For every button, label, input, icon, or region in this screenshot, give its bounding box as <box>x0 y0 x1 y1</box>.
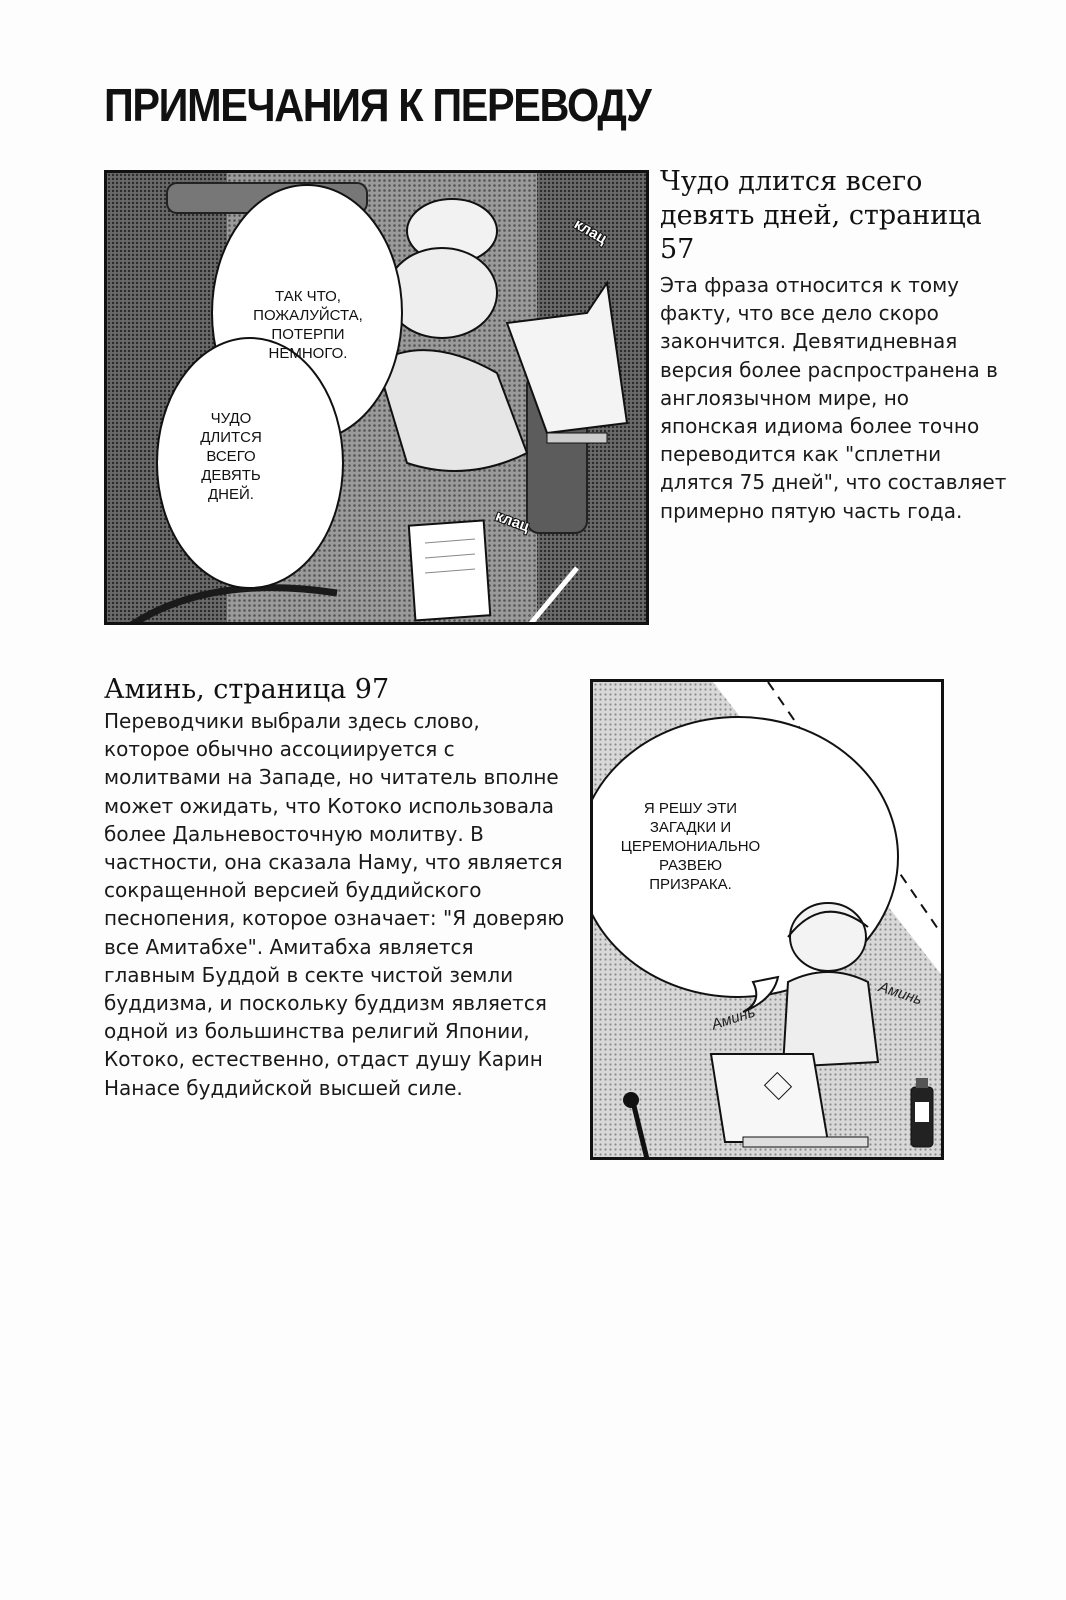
speech-bubble-solve-riddles: Я РЕШУ ЭТИ ЗАГАДКИ И ЦЕРЕМОНИАЛЬНО РАЗВЕЮ ПРИЗРАКА. <box>620 800 761 893</box>
sfx-click-top: клац <box>571 215 610 248</box>
page-title: ПРИМЕЧАНИЯ К ПЕРЕВОДУ <box>104 79 651 131</box>
manga-panel-amen <box>590 679 944 1160</box>
speech-bubble-be-patient: ТАК ЧТО, ПОЖАЛУЙСТА, ПОТЕРПИ НЕМНОГО. <box>253 288 363 362</box>
note-body-amen: Переводчики выбрали здесь слово, которое обычно ассоциируется с молитвами на Западе, но читатель вполне может ожидать, что Котоко использовала более Дальневосточную молитву. В частности, она сказала Наму, что является сокращенной версией буддийского песнопения, которое означает: "Я доверяю все Амитабхе". Амитабха является главным Буддой в секте чистой земли буддизма, и поскольку буддизм является одной из большинства религий Японии, Котоко, естественно, отдаст душу Карин Нанасе буддийской высшей силе. <box>104 709 565 1100</box>
illustration-nine-days <box>107 173 649 625</box>
note-heading-amen: Аминь, страница 97 <box>104 674 390 705</box>
sfx-amen-left: Аминь <box>709 1003 758 1034</box>
manga-panel-nine-days <box>104 170 649 625</box>
illustration-amen <box>593 682 944 1160</box>
sfx-amen-right: Аминь <box>876 978 925 1009</box>
sfx-click-bottom: клац <box>493 507 532 536</box>
speech-bubble-nine-days: ЧУДО ДЛИТСЯ ВСЕГО ДЕВЯТЬ ДНЕЙ. <box>200 410 262 503</box>
note-heading-nine-days: Чудо длится всего девять дней, страница 57 <box>660 166 982 265</box>
note-body-nine-days: Эта фраза относится к тому факту, что все дело скоро закончится. Девятидневная версия более распространена в англоязычном мире, но японская идиома более точно переводится как "сплетни длятся 75 дней", что составляет примерно пятую часть года. <box>660 273 1007 523</box>
